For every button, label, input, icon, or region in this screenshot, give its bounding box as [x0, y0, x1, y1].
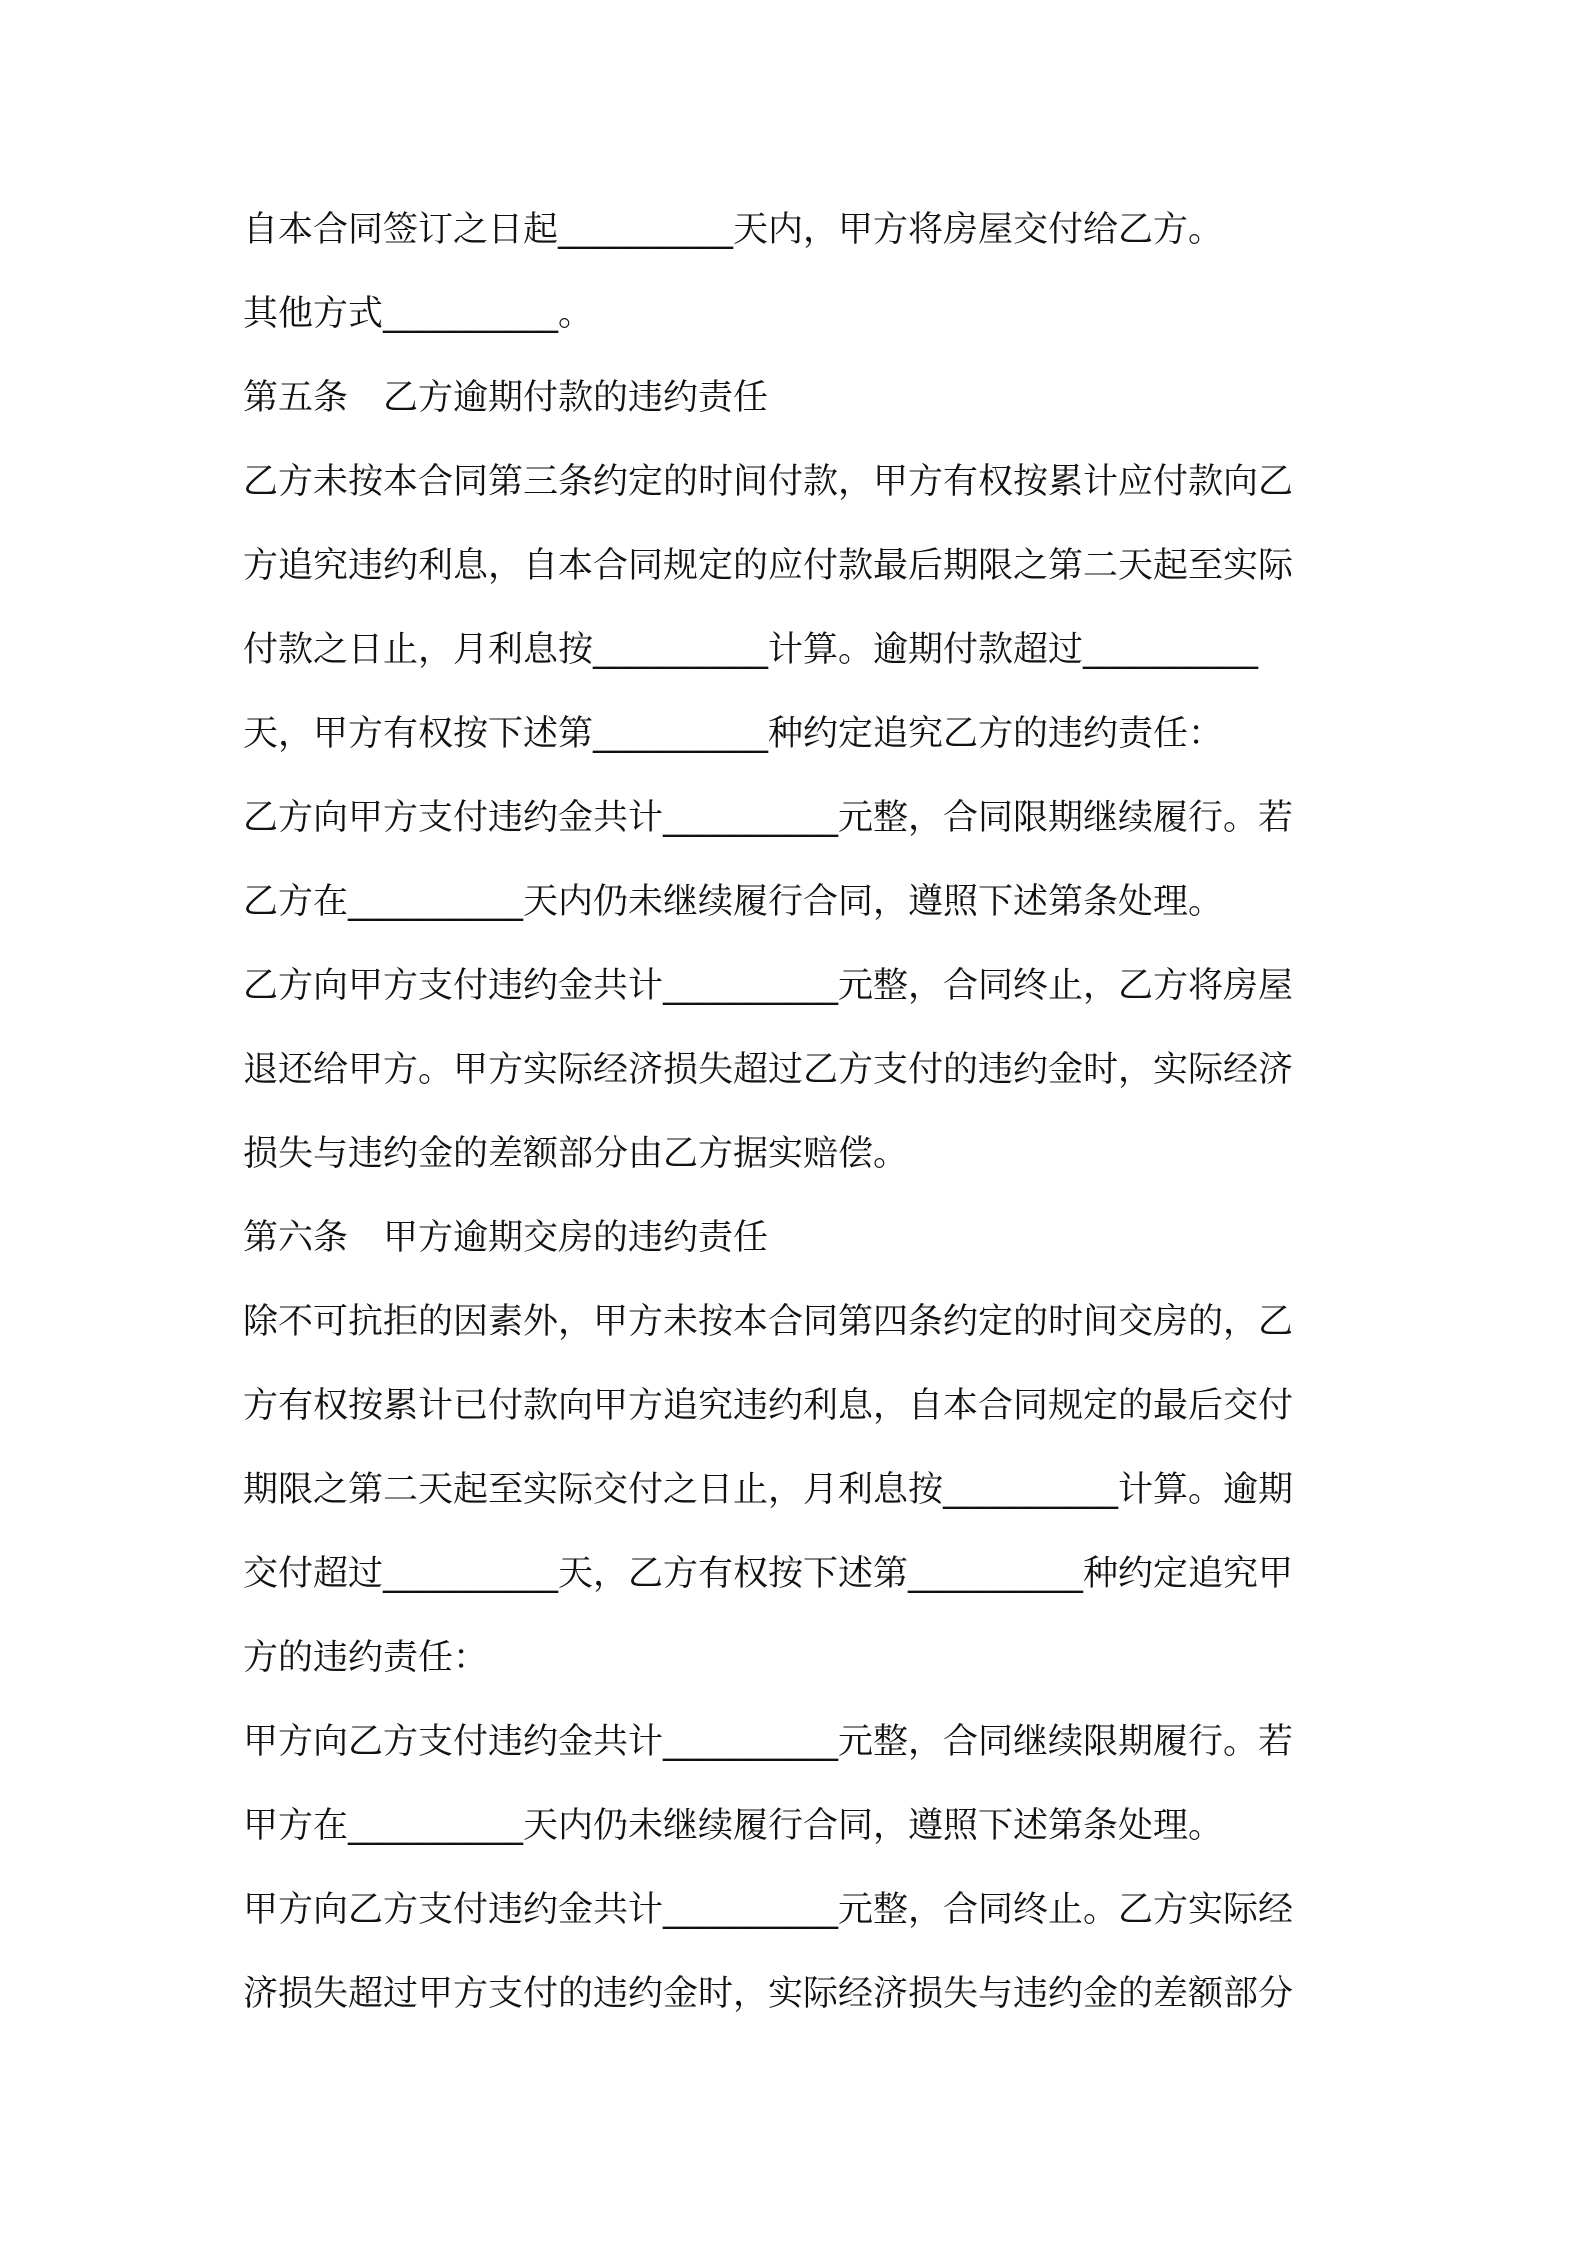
article-5-paragraph-1-line-2: 方追究违约利息，自本合同规定的应付款最后期限之第二天起至实际: [243, 546, 1294, 586]
article-5-option-2-line-3: 损失与违约金的差额部分由乙方据实赔偿。: [243, 1134, 909, 1174]
article-5-heading: 第五条 乙方逾期付款的违约责任: [243, 378, 769, 418]
article-5-paragraph-1-line-1: 乙方未按本合同第三条约定的时间付款，甲方有权按累计应付款向乙: [243, 462, 1294, 502]
article-6-paragraph-1-line-3: 期限之第二天起至实际交付之日止，月利息按__________计算。逾期: [243, 1470, 1294, 1510]
article-6-paragraph-1-line-1: 除不可抗拒的因素外，甲方未按本合同第四条约定的时间交房的，乙: [243, 1302, 1294, 1342]
article-5-option-1-line-2: 乙方在__________天内仍未继续履行合同，遵照下述第条处理。: [243, 882, 1224, 922]
article-6-paragraph-1-line-2: 方有权按累计已付款向甲方追究违约利息，自本合同规定的最后交付: [243, 1386, 1294, 1426]
article-6-option-2-line-1: 甲方向乙方支付违约金共计__________元整，合同终止。乙方实际经: [243, 1890, 1294, 1930]
text-line-other-method: 其他方式__________。: [243, 294, 594, 334]
article-6-option-2-line-2: 济损失超过甲方支付的违约金时，实际经济损失与违约金的差额部分: [243, 1974, 1294, 2014]
article-6-heading: 第六条 甲方逾期交房的违约责任: [243, 1218, 769, 1258]
article-5-option-1-line-1: 乙方向甲方支付违约金共计__________元整，合同限期继续履行。若: [243, 798, 1294, 838]
text-line-delivery-days: 自本合同签订之日起__________天内，甲方将房屋交付给乙方。: [243, 210, 1224, 250]
article-6-paragraph-1-line-4: 交付超过__________天，乙方有权按下述第__________种约定追究甲: [243, 1554, 1294, 1594]
contract-text: [243, 200, 1353, 2048]
article-6-option-1-line-1: 甲方向乙方支付违约金共计__________元整，合同继续限期履行。若: [243, 1722, 1294, 1762]
article-6-option-1-line-2: 甲方在__________天内仍未继续履行合同，遵照下述第条处理。: [243, 1806, 1224, 1846]
article-5-paragraph-1-line-4: 天，甲方有权按下述第__________种约定追究乙方的违约责任：: [243, 714, 1224, 754]
article-6-paragraph-1-line-5: 方的违约责任：: [243, 1638, 489, 1678]
article-5-option-2-line-2: 退还给甲方。甲方实际经济损失超过乙方支付的违约金时，实际经济: [243, 1050, 1294, 1090]
article-5-option-2-line-1: 乙方向甲方支付违约金共计__________元整，合同终止，乙方将房屋: [243, 966, 1294, 1006]
article-5-paragraph-1-line-3: 付款之日止，月利息按__________计算。逾期付款超过__________: [243, 630, 1259, 670]
